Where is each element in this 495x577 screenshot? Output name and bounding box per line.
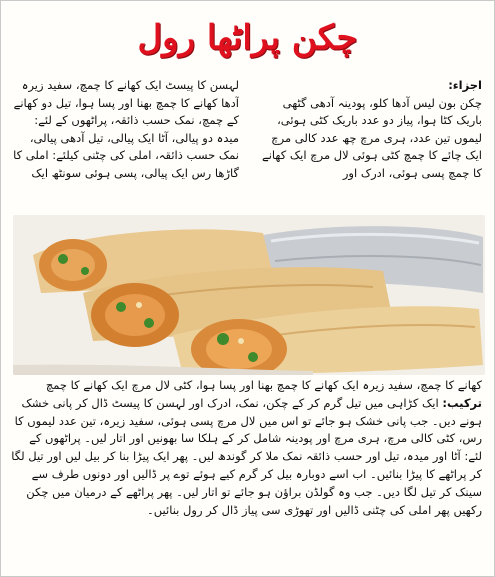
chicken-paratha-roll-photo-icon: [13, 215, 485, 375]
method-section: [11, 377, 482, 573]
ingredients-text-right: چکن بون لیس آدھا کلو، پودینہ آدھی گٹھی باریک کٹا ہوا، پیاز دو عدد باریک کٹی ہوئی، لیموں تین عدد، ہری مرچ چھ عدد کالی مرچ ایک چائے کا چمچ کٹی ہوئی لال مرچ ایک کھانے کا چمچ پسی ہوئی، ادرک اور: [261, 95, 482, 180]
recipe-title: چکن پراٹھا رول: [137, 18, 358, 58]
method-heading: ترکیب:: [442, 395, 482, 410]
ingredients-column-right: [260, 77, 482, 215]
method-text: ایک کڑاہی میں تیل گرم کر کے چکن، نمک، ادرک اور لہسن کا پیسٹ ڈال کر پانی خشک ہونے دیں۔ جب پانی خشک ہو جائے تو اس میں لال مرچ پسی ہوئی، سفید زیرہ، تین عدد لیموں کا رس، کٹی کالی مرچ، ہری مرچ اور پودینہ شامل کر کے ہلکا سا بھونیں اور اتار لیں۔ پراٹھوں کے لئے: آٹا اور میدہ، تیل اور حسب ذائقہ نمک ملا کر گوندھ لیں۔ پھر ایک پیڑا بنا کر بیل لیں اور تیل لگا کر پراٹھے کا پیڑا بنائیں۔ اب اسے دوبارہ بیل کر گرم کیے ہوئے توے پر ڈالیں اور دونوں طرف سے سینک کر تیل لگا دیں۔ جب وہ گولڈن براؤن ہو جائے تو اتار لیں۔ پھر پراٹھے کے درمیان میں چکن رکھیں پھر املی کی چٹنی ڈالیں اور تھوڑی سی پیاز ڈال کر رول بنائیں۔: [11, 395, 482, 517]
spice-line: کھانے کا چمچ، سفید زیرہ ایک کھانے کا چمچ بھنا اور پسا ہوا، کٹی لال مرچ ایک کھانے کا چمچ: [45, 378, 482, 392]
ingredients-column-left: [11, 77, 239, 215]
ingredients-text-left: لہسن کا پیسٹ ایک کھانے کا چمچ، سفید زیرہ آدھا کھانے کا چمچ بھنا اور پسا ہوا، تیل دو کھانے کے چمچ، نمک حسب ذائقہ، پراٹھوں کے لئے: میدہ دو پیالی، آٹا ایک پیالی، تیل آدھی پیالی، نمک حسب ذائقہ، املی کی چٹنی کیلئے: املی کا گاڑھا رس ایک پیالی، پسی ہوئی سونٹھ ایک: [13, 78, 239, 180]
recipe-photo: [13, 215, 485, 375]
ingredients-heading: اجزاء:: [448, 78, 482, 92]
